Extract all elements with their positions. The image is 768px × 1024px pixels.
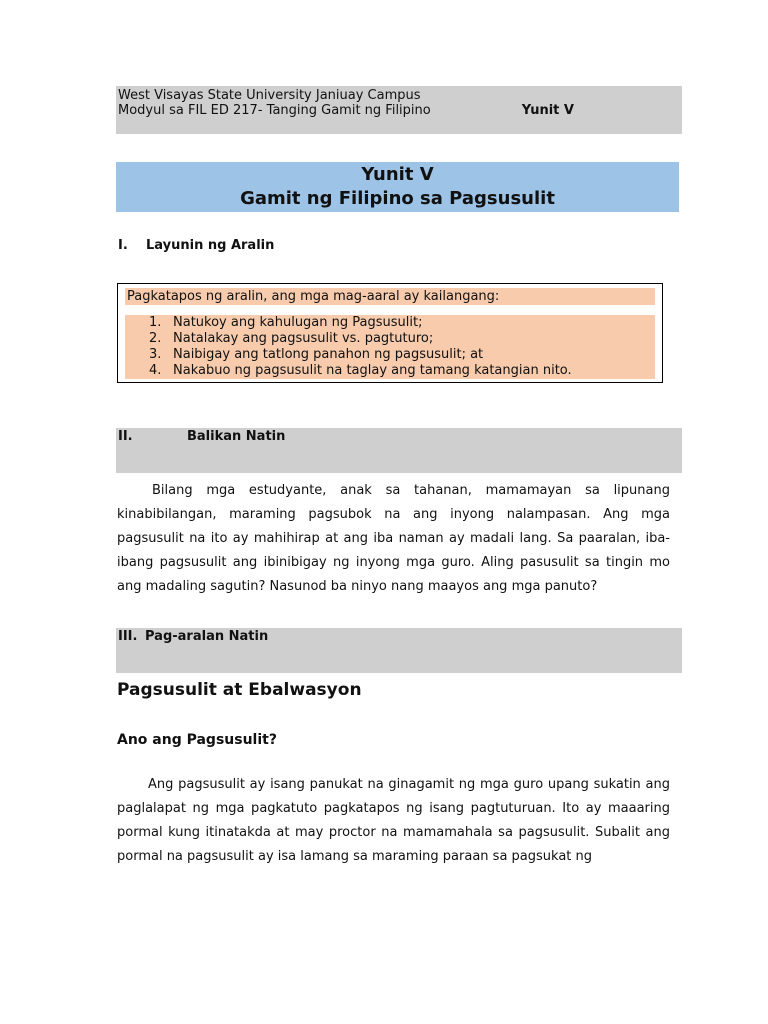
section-1-label: Layunin ng Aralin: [146, 238, 275, 253]
objectives-box: [117, 283, 663, 383]
objectives-list: [125, 315, 655, 379]
sub-heading: Ano ang Pagsusulit?: [117, 732, 277, 748]
section-1-number: I.: [118, 238, 128, 253]
unit-title-banner: [116, 162, 679, 212]
review-paragraph: Bilang mga estudyante, anak sa tahanan, mamamayan sa lipunang kinabibilangan, maraming pagsubok na ang inyong nalampasan. Ang mga pagsusulit na ito ay mahihirap at ang iba naman ay madali lang. Sa paaralan, iba-ibang pagsusulit ang ibinibigay ng inyong mga guro. Aling pasusulit sa tingin mo ang madaling sagutin? Nasunod ba ninyo nang maayos ang mga panuto?: [117, 483, 670, 594]
section-2-label: Balikan Natin: [187, 429, 286, 444]
document-header: [116, 86, 682, 134]
unit-subtitle: Gamit ng Filipino sa Pagsusulit: [240, 188, 555, 209]
header-institution: West Visayas State University Janiuay Campus: [118, 88, 421, 103]
section-3-band: [116, 628, 682, 673]
main-heading: Pagsusulit at Ebalwasyon: [117, 680, 362, 700]
list-item: 1. Natukoy ang kahulugan ng Pagsusulit;: [149, 315, 423, 330]
section-1-heading: [118, 238, 274, 253]
list-item: 4. Nakabuo ng pagsusulit na taglay ang tamang katangian nito.: [149, 363, 572, 378]
objectives-intro: Pagkatapos ng aralin, ang mga mag-aaral ay kailangang:: [125, 288, 655, 305]
section-2-band: [116, 428, 682, 473]
header-unit: Yunit V: [521, 103, 574, 118]
section-3-number: III.: [118, 629, 138, 644]
header-course: Modyul sa FIL ED 217- Tanging Gamit ng Filipino: [118, 103, 431, 118]
definition-paragraph: Ang pagsusulit ay isang panukat na ginagamit ng mga guro upang sukatin ang paglalapat ng mga pagkatuto pagkatapos ng isang pagtuturuan. Ito ay maaaring pormal kung itinatakda at may proctor na mamamahala sa pagsusulit. Subalit ang pormal na pagsusulit ay isa lamang sa maraming paraan sa pagsukat ng: [117, 777, 670, 864]
section-2-number: II.: [118, 429, 133, 444]
unit-title: Yunit V: [361, 164, 434, 185]
section-3-label: Pag-aralan Natin: [145, 629, 269, 644]
header-course-row: [118, 103, 678, 118]
list-item: 3. Naibigay ang tatlong panahon ng pagsusulit; at: [149, 347, 484, 362]
list-item: 2. Natalakay ang pagsusulit vs. pagtuturo;: [149, 331, 434, 346]
